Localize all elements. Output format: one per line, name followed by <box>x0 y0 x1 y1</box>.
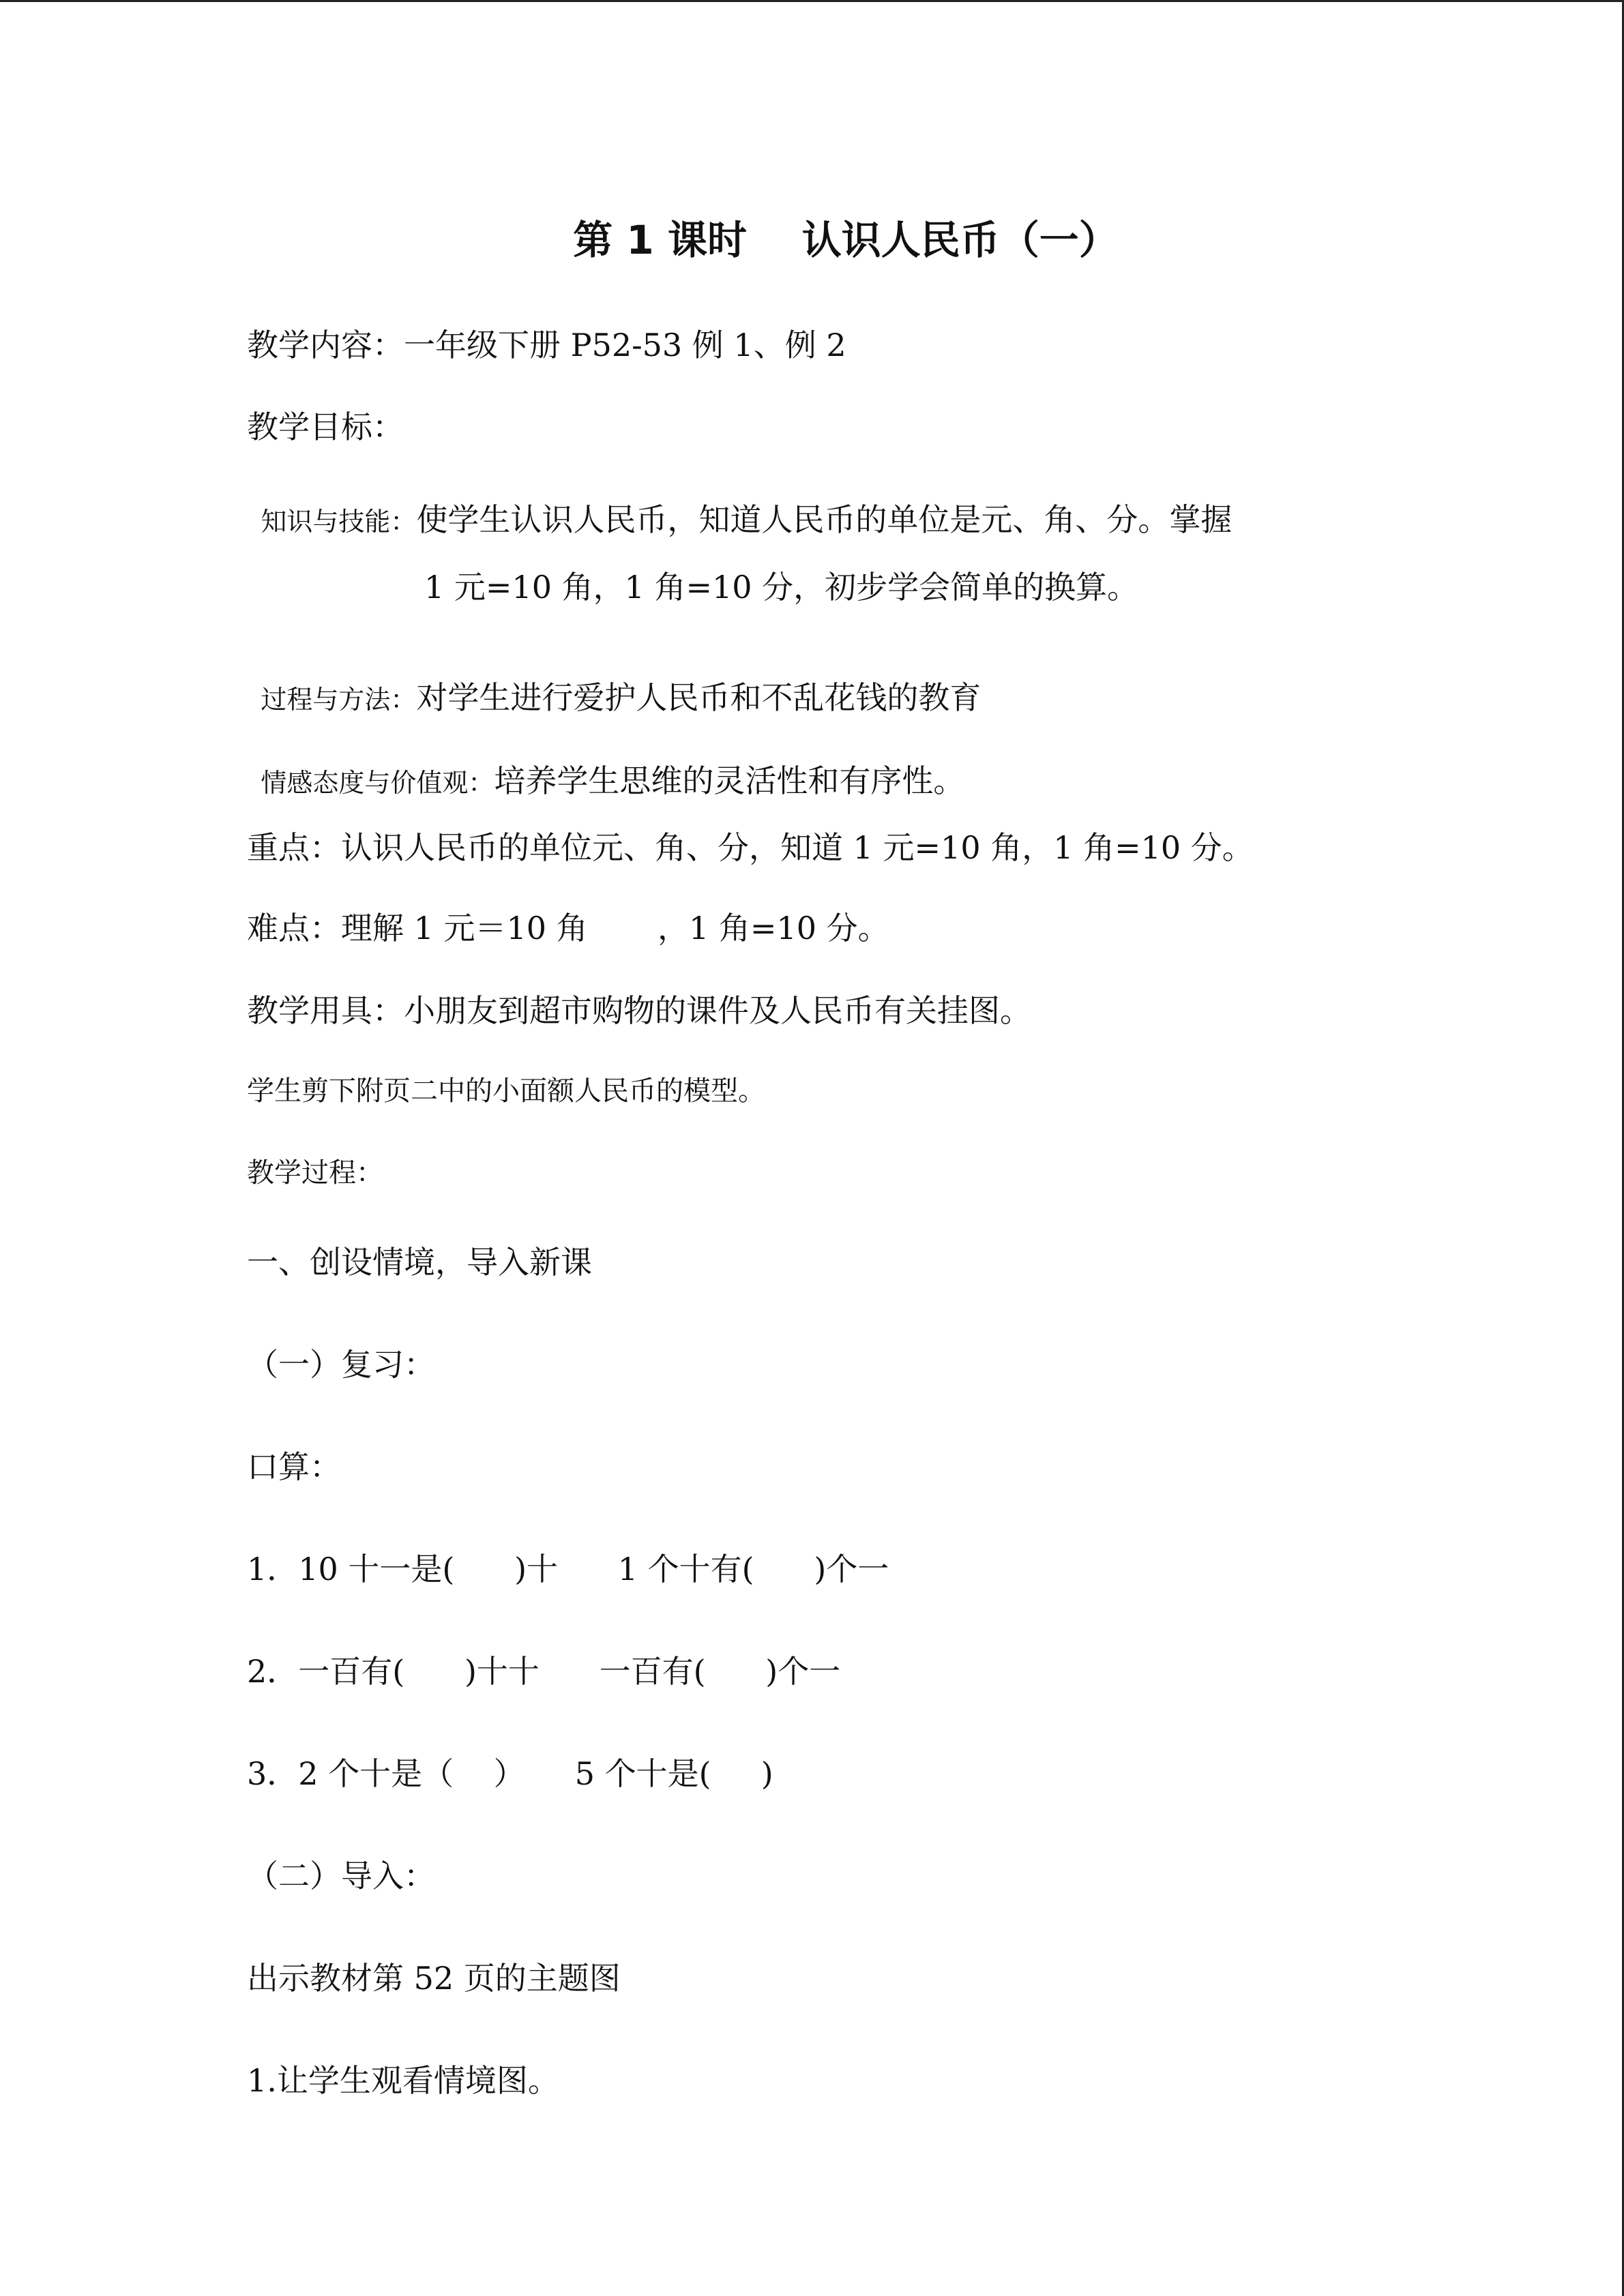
process-label: 过程与方法： <box>261 685 417 715</box>
teaching-tools: 教学用具：小朋友到超市购物的课件及人民币有关挂图。 <box>247 992 1031 1029</box>
key-point: 重点：认识人民币的单位元、角、分，知道 1 元=10 角，1 角=10 分。 <box>247 829 1254 866</box>
question-3: 3．2 个十是（ ） 5 个十是( ) <box>247 1755 773 1792</box>
process-text: 对学生进行爱护人民币和不乱花钱的教育 <box>416 679 981 716</box>
emotion-text: 培养学生思维的灵活性和有序性。 <box>494 762 965 799</box>
question-2: 2．一百有( )十十 一百有( )个一 <box>247 1653 841 1690</box>
knowledge-label: 知识与技能： <box>261 507 417 537</box>
question-1: 1．10 十一是( )十 1 个十有( )个一 <box>247 1551 889 1587</box>
difficulty: 难点：理解 1 元＝10 角 ，1 角=10 分。 <box>247 910 889 946</box>
teaching-content: 教学内容：一年级下册 P52-53 例 1、例 2 <box>247 327 846 363</box>
knowledge-skills-line <box>247 482 1232 553</box>
process-heading: 教学过程： <box>247 1157 383 1189</box>
emotion-values-line <box>247 743 964 814</box>
intro-heading: （二）导入： <box>247 1858 435 1894</box>
show-textbook-line: 出示教材第 52 页的主题图 <box>247 1960 621 1997</box>
section-one-heading: 一、创设情境，导入新课 <box>247 1244 592 1281</box>
step-one: 1.让学生观看情境图。 <box>247 2062 559 2099</box>
knowledge-text: 使学生认识人民币，知道人民币的单位是元、角、分。掌握 <box>416 501 1232 538</box>
goals-heading: 教学目标： <box>247 408 404 445</box>
page-title: 第 1 课时 认识人民币（一） <box>573 217 1119 263</box>
mental-math-heading: 口算： <box>247 1448 341 1485</box>
emotion-label: 情感态度与价值观： <box>261 768 494 798</box>
student-tools: 学生剪下附页二中的小面额人民币的模型。 <box>247 1075 765 1107</box>
process-method-line <box>247 660 981 731</box>
knowledge-continuation: 1 元=10 角，1 角=10 分，初步学会简单的换算。 <box>424 569 1139 606</box>
review-heading: （一）复习： <box>247 1346 435 1383</box>
